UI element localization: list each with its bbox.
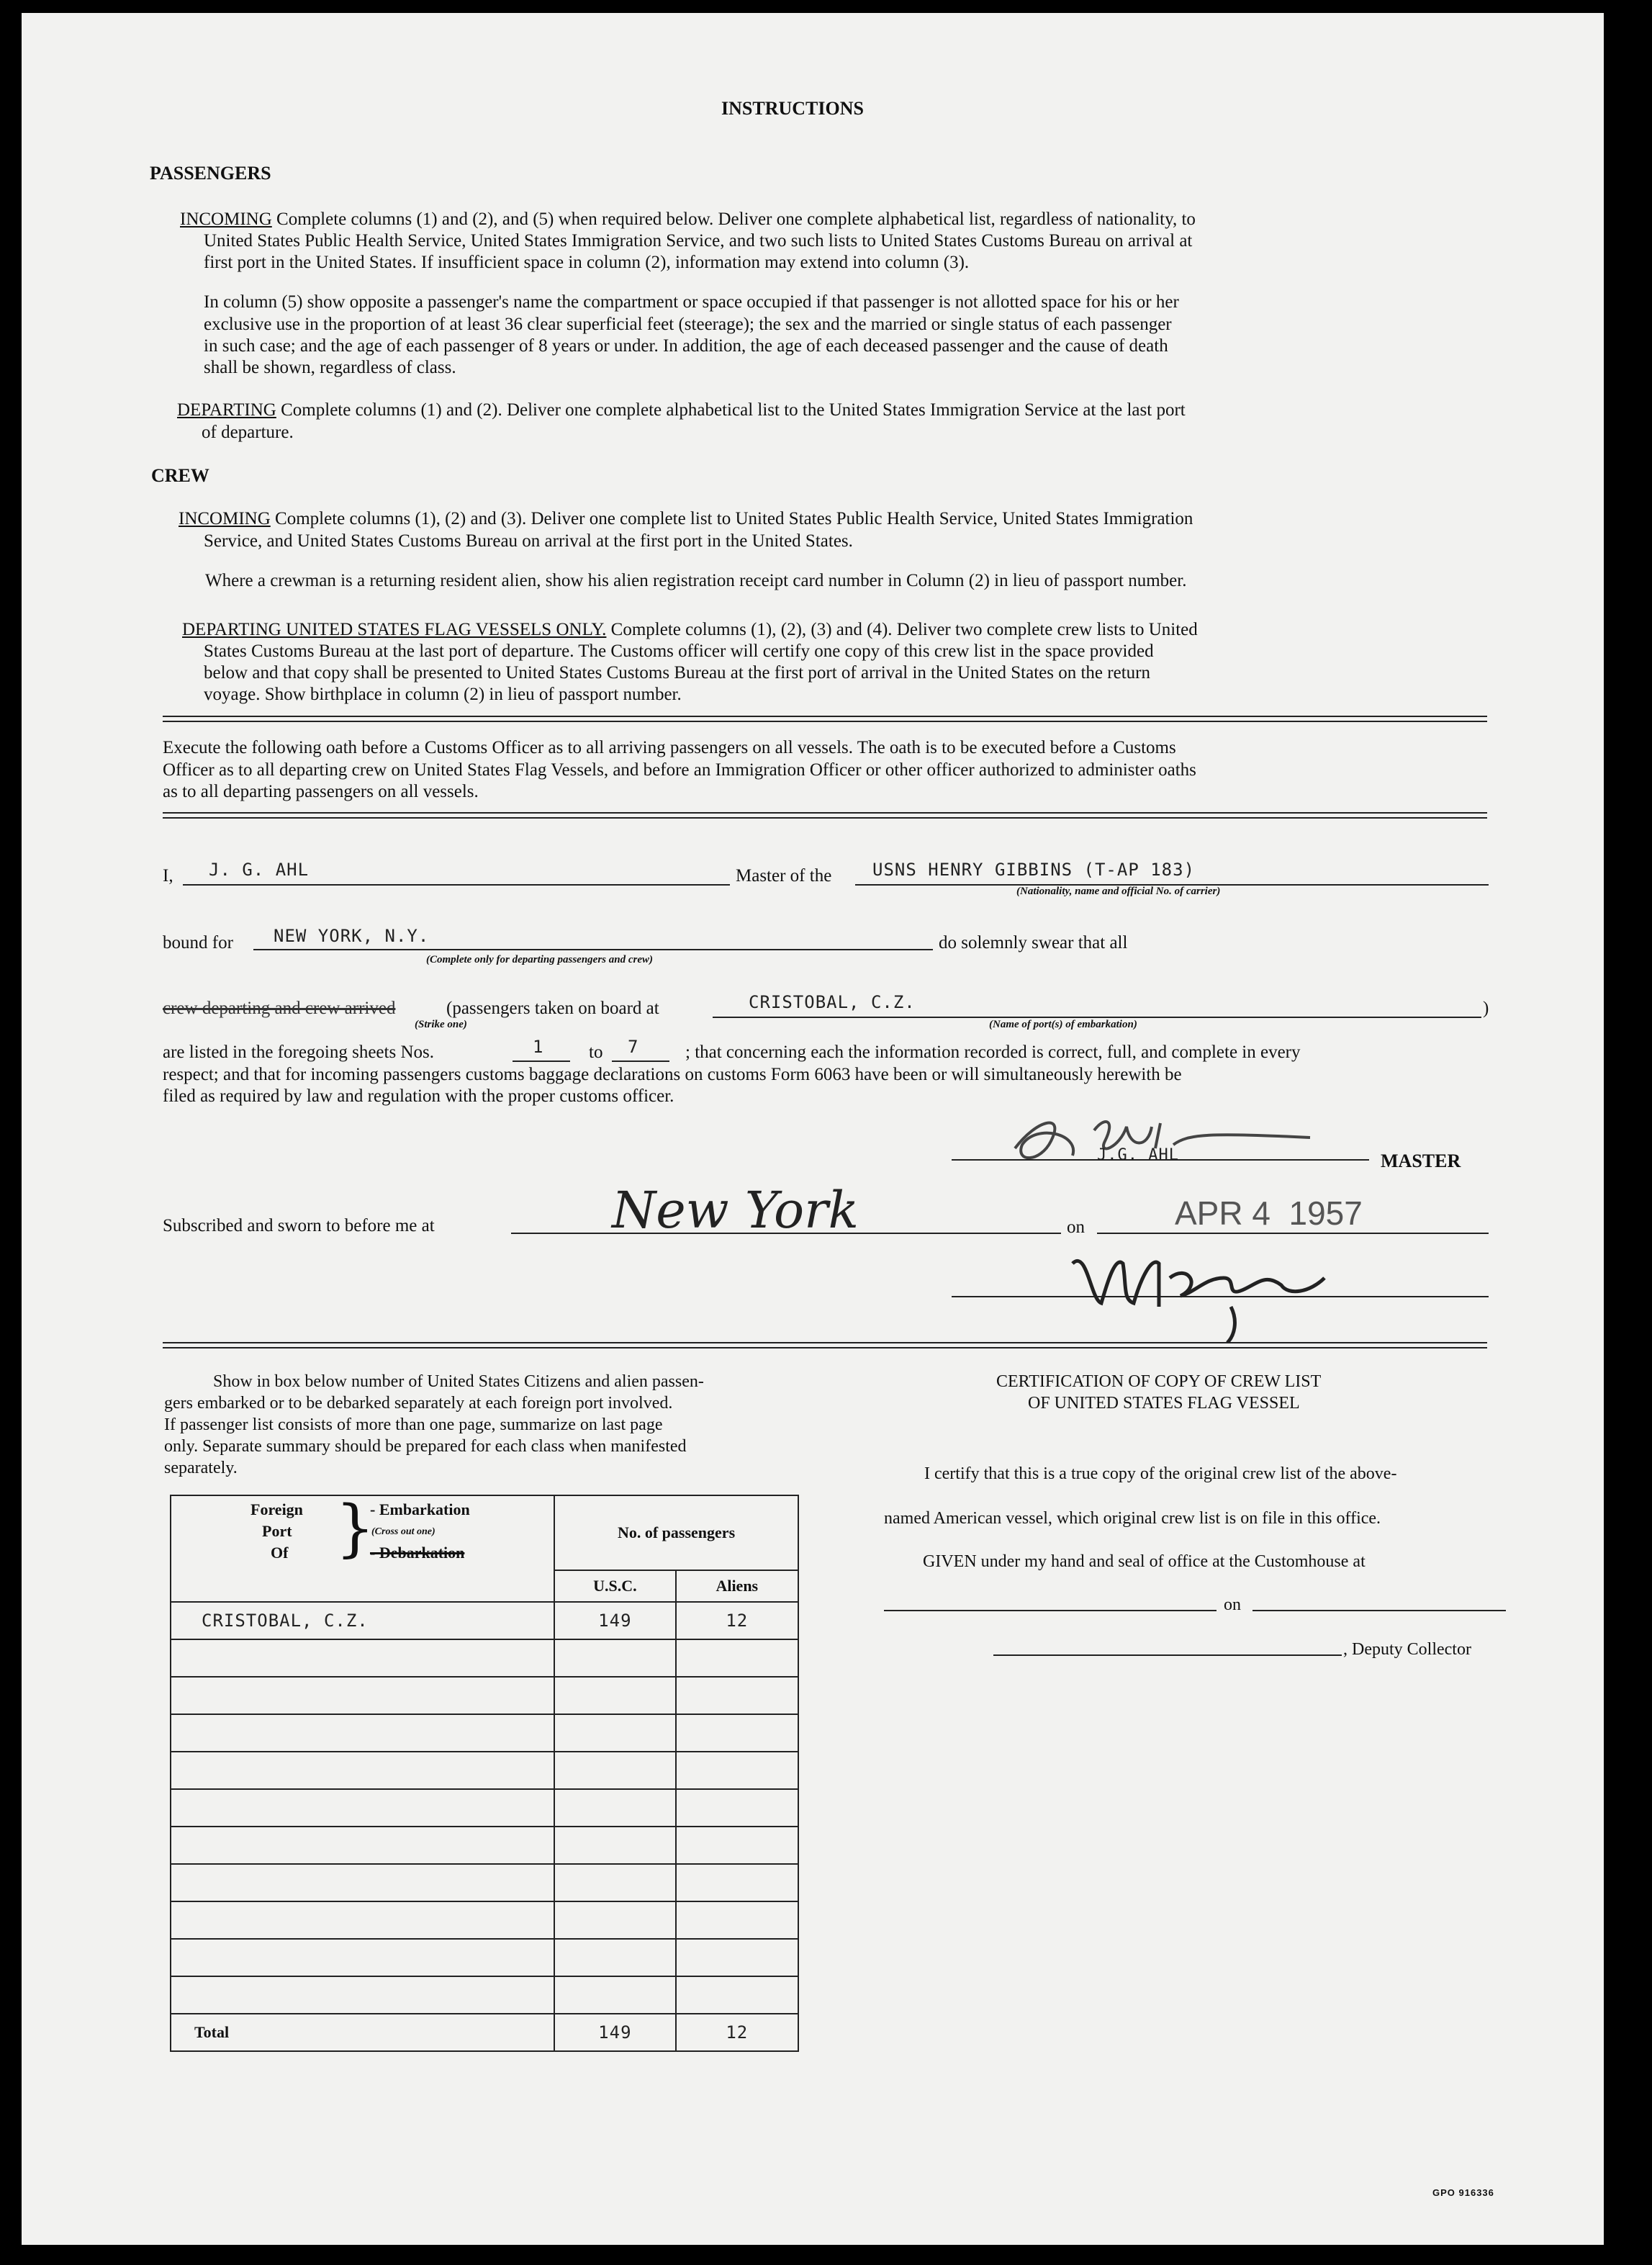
usc-cell[interactable]: [554, 1752, 675, 1789]
summary-intro: If passenger list consists of more than one page, summarize on last page: [164, 1415, 663, 1434]
sheet-to-line: [612, 1061, 669, 1062]
crew-incoming-label: INCOMING: [179, 509, 271, 528]
usc-cell[interactable]: [554, 1864, 675, 1901]
aliens-cell[interactable]: [676, 1864, 798, 1901]
section-divider: [163, 716, 1487, 722]
header-usc: U.S.C.: [593, 1577, 637, 1595]
table-row: [171, 1714, 798, 1752]
swear-text: do solemnly swear that all: [939, 933, 1128, 953]
table-row: [171, 1677, 798, 1714]
usc-cell[interactable]: [554, 1714, 675, 1752]
master-name-line: [183, 884, 730, 886]
port-cell[interactable]: [171, 1752, 554, 1789]
table-row: [171, 1789, 798, 1827]
port-cell[interactable]: [171, 1827, 554, 1864]
officer-signature-line: [952, 1296, 1489, 1297]
sheet-from-line: [513, 1061, 570, 1062]
passengers-incoming-text: United States Public Health Service, United States Immigration Service, and two such lists to United States Customs Bureau on arrival at: [204, 231, 1193, 251]
port-field[interactable]: CRISTOBAL, C.Z.: [749, 992, 916, 1012]
passengers-heading: PASSENGERS: [150, 163, 271, 184]
passengers-incoming-text: Complete columns (1) and (2), and (5) when required below. Deliver one complete alphabetical list, regardless of nationality, to: [276, 210, 1196, 229]
header-of: Of: [271, 1544, 289, 1562]
table-total-row: [171, 2014, 798, 2051]
port-cell[interactable]: [171, 1864, 554, 1901]
close-paren: ): [1483, 999, 1489, 1018]
certification-text: I certify that this is a true copy of the original crew list of the above-: [924, 1464, 1397, 1483]
table-row: [171, 1602, 798, 1639]
usc-cell[interactable]: [554, 1901, 675, 1939]
aliens-cell[interactable]: [676, 1901, 798, 1939]
total-label: Total: [194, 2023, 230, 2041]
master-name-field[interactable]: J. G. AHL: [209, 860, 310, 880]
usc-cell[interactable]: [554, 1639, 675, 1677]
aliens-cell[interactable]: [676, 1602, 798, 1639]
header-cross-out: (Cross out one): [371, 1526, 435, 1537]
crew-departing-text: voyage. Show birthplace in column (2) in lieu of passport number.: [204, 685, 682, 704]
struck-option: crew departing and crew arrived: [163, 999, 396, 1018]
instructions-title: INSTRUCTIONS: [721, 98, 864, 119]
port-cell[interactable]: [171, 1714, 554, 1752]
crew-resident-alien-text: Where a crewman is a returning resident alien, show his alien registration receipt card number in Column (2) in lieu of passport number.: [205, 571, 1187, 590]
crew-departing-text: States Customs Bureau at the last port of departure. The Customs officer will certify one copy of this crew list in the space provided: [204, 641, 1154, 661]
port-cell[interactable]: [171, 1901, 554, 1939]
aliens-value: 12: [726, 1611, 749, 1631]
subscribed-label: Subscribed and sworn to before me at: [163, 1216, 435, 1235]
customhouse-field[interactable]: [884, 1610, 1217, 1611]
header-no-passengers: No. of passengers: [617, 1523, 736, 1541]
port-value: CRISTOBAL, C.Z.: [202, 1611, 369, 1631]
passenger-summary-table: [170, 1492, 799, 2052]
sworn-date-line: [1097, 1233, 1489, 1234]
aliens-header-cell: [676, 1570, 798, 1602]
column5-instruction: shall be shown, regardless of class.: [204, 358, 456, 377]
port-header-cell: [171, 1492, 554, 1602]
deputy-collector-signature-field[interactable]: [993, 1654, 1342, 1656]
aliens-cell[interactable]: [676, 1752, 798, 1789]
officer-signature: [1051, 1235, 1353, 1343]
aliens-cell[interactable]: [676, 1789, 798, 1827]
destination-field[interactable]: NEW YORK, N.Y.: [274, 926, 430, 946]
destination-line: [253, 949, 933, 950]
usc-cell[interactable]: [554, 1789, 675, 1827]
strike-caption: (Strike one): [415, 1019, 467, 1030]
oath-intro: Officer as to all departing crew on United States Flag Vessels, and before an Immigration Officer or other officer authorized to administer oaths: [163, 760, 1196, 780]
destination-caption: (Complete only for departing passengers and crew): [426, 954, 653, 965]
respect-text: respect; and that for incoming passengers customs baggage declarations on customs Form 6063 have been or will simultaneously herewith be: [163, 1065, 1182, 1084]
crew-heading: CREW: [151, 465, 209, 486]
header-debarkation: - Debarkation: [370, 1544, 465, 1562]
certification-on-label: on: [1224, 1595, 1241, 1614]
summary-intro: separately.: [164, 1459, 238, 1477]
certification-title: CERTIFICATION OF COPY OF CREW LIST: [996, 1372, 1322, 1391]
total-aliens-cell[interactable]: [676, 2014, 798, 2051]
table-header-row: [171, 1495, 798, 1570]
crew-departing-label: DEPARTING UNITED STATES FLAG VESSELS ONLY.: [182, 620, 607, 639]
master-of-label: Master of the: [736, 866, 832, 886]
passengers-departing-text: of departure.: [202, 423, 294, 442]
oath-intro: Execute the following oath before a Customs Officer as to all arriving passengers on all vessels. The oath is to be executed before a Customs: [163, 738, 1176, 757]
aliens-cell[interactable]: [676, 1827, 798, 1864]
port-cell[interactable]: [171, 1602, 554, 1639]
passengers-departing-label: DEPARTING: [177, 400, 276, 420]
table-row: [171, 1939, 798, 1976]
vessel-caption: (Nationality, name and official No. of carrier): [1016, 886, 1221, 897]
aliens-cell[interactable]: [676, 1639, 798, 1677]
bound-for-label: bound for: [163, 933, 233, 953]
certification-text: named American vessel, which original crew list is on file in this office.: [884, 1509, 1381, 1528]
usc-cell[interactable]: [554, 1677, 675, 1714]
port-cell[interactable]: [171, 1639, 554, 1677]
port-line: [713, 1017, 1481, 1018]
crew-departing-text: Complete columns (1), (2), (3) and (4). Deliver two complete crew lists to United: [610, 620, 1198, 639]
filed-text: filed as required by law and regulation with the proper customs officer.: [163, 1086, 674, 1106]
crew-departing-text: below and that copy shall be presented to United States Customs Bureau at the first port of arrival in the United States on the return: [204, 663, 1150, 683]
usc-cell[interactable]: [554, 1602, 675, 1639]
deputy-collector-label: , Deputy Collector: [1343, 1640, 1471, 1659]
table-row: [171, 1752, 798, 1789]
certification-title: OF UNITED STATES FLAG VESSEL: [1028, 1394, 1300, 1413]
certification-text: GIVEN under my hand and seal of office at the Customhouse at: [923, 1552, 1366, 1571]
total-usc-value: 149: [598, 2022, 632, 2043]
total-aliens-value: 12: [726, 2022, 749, 2043]
usc-cell[interactable]: [554, 1976, 675, 2014]
sheet-to-field[interactable]: 7: [628, 1037, 639, 1057]
port-cell[interactable]: [171, 1789, 554, 1827]
listed-text: are listed in the foregoing sheets Nos.: [163, 1043, 434, 1062]
port-cell[interactable]: [171, 1939, 554, 1976]
aliens-cell[interactable]: [676, 1714, 798, 1752]
total-usc-cell[interactable]: [554, 2014, 675, 2051]
column5-instruction: in such case; and the age of each passenger of 8 years or under. In addition, the age of each deceased passenger and the cause of death: [204, 336, 1168, 356]
usc-value: 149: [598, 1611, 632, 1631]
crew-incoming-text: Complete columns (1), (2) and (3). Deliver one complete list to United States Public Health Service, United States Immigration: [275, 509, 1193, 528]
oath-i-label: I,: [163, 866, 173, 886]
aliens-cell[interactable]: [676, 1976, 798, 2014]
port-caption: (Name of port(s) of embarkation): [989, 1019, 1137, 1030]
passengers-incoming-text: first port in the United States. If insufficient space in column (2), information may extend into column (3).: [204, 253, 970, 272]
aliens-cell[interactable]: [676, 1939, 798, 1976]
header-port: Port: [262, 1522, 292, 1540]
sheet-from-field[interactable]: 1: [533, 1037, 544, 1057]
to-label: to: [589, 1043, 603, 1062]
header-foreign: Foreign: [250, 1500, 303, 1518]
crew-incoming-text: Service, and United States Customs Bureau on arrival at the first port in the United States.: [204, 531, 853, 551]
passengers-taken-text: (passengers taken on board at: [446, 999, 659, 1018]
usc-cell[interactable]: [554, 1939, 675, 1976]
brace-icon: }: [335, 1492, 375, 1564]
listed-text-continued: ; that concerning each the information recorded is correct, full, and complete in every: [685, 1043, 1301, 1062]
summary-intro: only. Separate summary should be prepared for each class when manifested: [164, 1437, 687, 1456]
passengers-incoming-label: INCOMING: [180, 210, 272, 229]
passengers-header-cell: [554, 1495, 798, 1570]
table-row: [171, 1901, 798, 1939]
column5-instruction: exclusive use in the proportion of at least 36 clear superficial feet (steerage); the sex and the married or single status of each passenger: [204, 315, 1172, 334]
table-row: [171, 1639, 798, 1677]
table-row: [171, 1827, 798, 1864]
certification-date-field[interactable]: [1252, 1610, 1506, 1611]
master-label: MASTER: [1381, 1150, 1461, 1171]
table-row: [171, 1976, 798, 2014]
summary-intro: gers embarked or to be debarked separately at each foreign port involved.: [164, 1394, 673, 1413]
header-embarkation: - Embarkation: [370, 1500, 470, 1518]
sworn-date-stamp: APR 4 1957: [1175, 1194, 1363, 1232]
port-cell[interactable]: [171, 1677, 554, 1714]
sworn-place-handwritten: New York: [612, 1181, 859, 1240]
total-label-cell: [171, 2014, 554, 2051]
column5-instruction: In column (5) show opposite a passenger's name the compartment or space occupied if that passenger is not allotted space for his or her: [204, 292, 1179, 312]
sworn-on-label: on: [1067, 1217, 1085, 1237]
usc-header-cell: [554, 1570, 675, 1602]
vessel-field[interactable]: USNS HENRY GIBBINS (T-AP 183): [872, 860, 1196, 880]
gpo-code: GPO 916336: [1432, 2187, 1494, 2198]
section-divider: [163, 1342, 1487, 1348]
summary-intro: Show in box below number of United States Citizens and alien passen-: [213, 1372, 704, 1391]
master-signature-typed: J.G. AHL: [1097, 1146, 1179, 1164]
port-cell[interactable]: [171, 1976, 554, 2014]
usc-cell[interactable]: [554, 1827, 675, 1864]
table-row: [171, 1864, 798, 1901]
section-divider: [163, 812, 1487, 819]
passengers-departing-text: Complete columns (1) and (2). Deliver one complete alphabetical list to the United States Immigration Service at the last port: [281, 400, 1186, 420]
oath-intro: as to all departing passengers on all vessels.: [163, 782, 479, 801]
aliens-cell[interactable]: [676, 1677, 798, 1714]
header-aliens: Aliens: [716, 1577, 759, 1595]
